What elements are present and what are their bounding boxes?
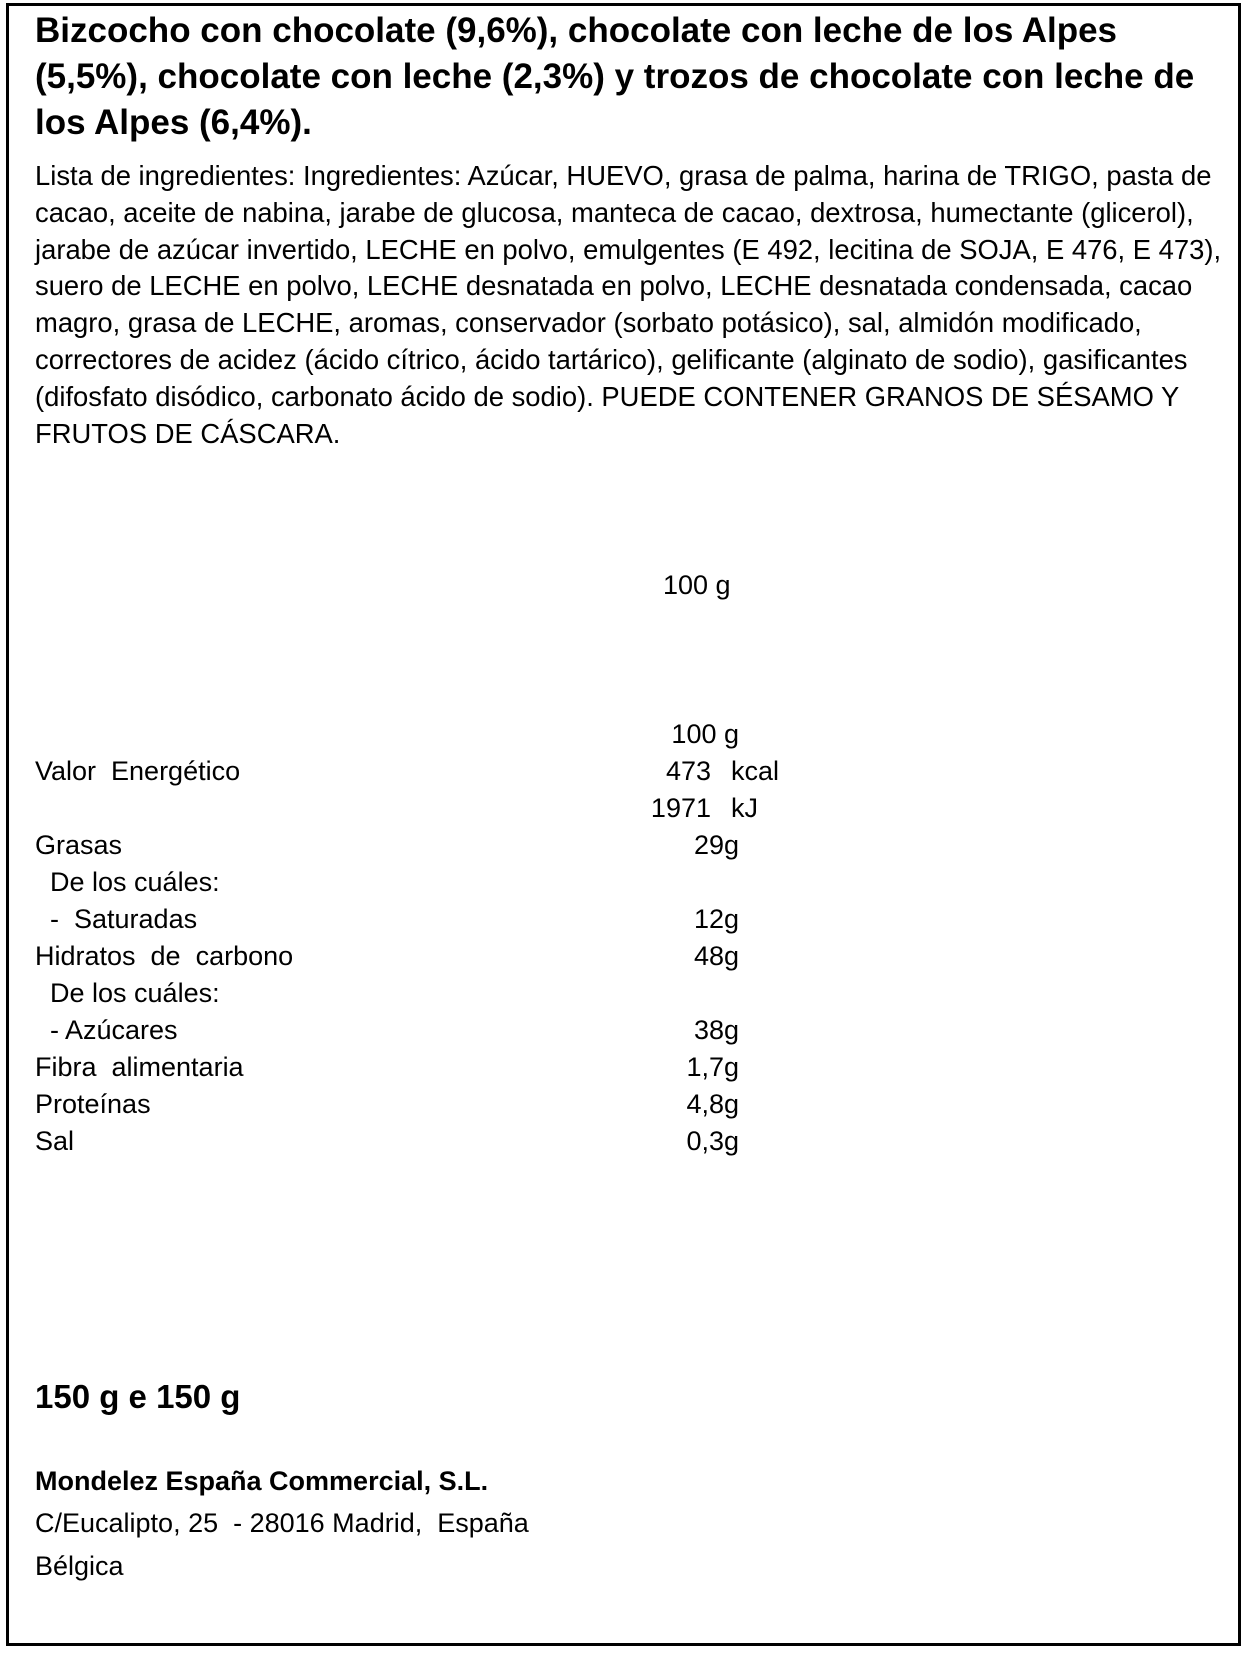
energy-kj-value: 1971 — [650, 793, 711, 823]
nutrition-row — [35, 938, 795, 975]
nutrition-row — [35, 864, 795, 901]
nutrient-label: Hidratos de carbono — [35, 941, 294, 971]
nutrient-label: - Saturadas — [35, 904, 198, 934]
per-amount-header-top: 100 g — [663, 570, 731, 600]
nutrient-value: 4,8g — [686, 1089, 739, 1119]
label-frame — [6, 3, 1241, 1646]
company-name: Mondelez España Commercial, S.L. — [35, 1466, 489, 1496]
nutrient-value: 1,7g — [686, 1052, 739, 1082]
net-weight: 150 g e 150 g — [35, 1378, 241, 1415]
energy-kcal-value: 473 — [665, 756, 711, 786]
energy-kj-unit: kJ — [731, 793, 758, 823]
nutrition-row — [35, 1012, 795, 1049]
ingredients-list: Lista de ingredientes: Ingredientes: Azúcar, HUEVO, grasa de palma, harina de TRIGO, pasta de cacao, aceite de nabina, jarabe de glucosa, manteca de cacao, dextrosa, humectante (glicerol), jarabe de azúcar invertido, LECHE en polvo, emulgentes (E 492, lecitina de SOJA, E 476, E 473), suero de LECHE en polvo, LECHE desnatada en polvo, LECHE desnatada condensada, cacao magro, grasa de LECHE, aromas, conservador (sorbato potásico), sal, almidón modificado, correctores de acidez (ácido cítrico, ácido tartárico), gelificante (alginato de sodio), gasificantes (difosfato disódico, carbonato ácido de sodio). PUEDE CONTENER GRANOS DE SÉSAMO Y FRUTOS DE CÁSCARA. — [35, 160, 1222, 449]
nutrient-label: Fibra alimentaria — [35, 1052, 244, 1082]
company-address: C/Eucalipto, 25 - 28016 Madrid, España — [35, 1508, 529, 1538]
nutrition-row — [35, 1086, 795, 1123]
energy-kj-row — [35, 790, 795, 827]
nutrition-row — [35, 901, 795, 938]
nutrition-row — [35, 1049, 795, 1086]
nutrient-label: - Azúcares — [35, 1015, 178, 1045]
nutrition-per-amount: 100 g — [671, 719, 739, 749]
nutrient-label: Sal — [35, 1126, 75, 1156]
nutrition-row — [35, 1123, 795, 1160]
nutrient-value: 38g — [693, 1015, 739, 1045]
nutrient-label: Grasas — [35, 830, 123, 860]
nutrition-row — [35, 975, 795, 1012]
nutrition-row — [35, 827, 795, 864]
energy-label: Valor Energético — [35, 756, 241, 786]
nutrient-label: De los cuáles: — [35, 978, 220, 1008]
energy-kcal-unit: kcal — [731, 756, 780, 786]
nutrient-label: De los cuáles: — [35, 867, 220, 897]
nutrition-per-amount-row — [35, 716, 795, 753]
nutrient-value: 0,3g — [686, 1126, 739, 1156]
nutrient-label: Proteínas — [35, 1089, 151, 1119]
nutrient-value: 48g — [693, 941, 739, 971]
nutrient-value: 12g — [693, 904, 739, 934]
energy-kcal-row — [35, 753, 795, 790]
product-title: Bizcocho con chocolate (9,6%), chocolate con leche de los Alpes (5,5%), chocolate con leche (2,3%) y trozos de chocolate con leche de los Alpes (6,4%). — [35, 11, 1195, 142]
origin-country: Bélgica — [35, 1551, 124, 1581]
nutrient-value: 29g — [693, 830, 739, 860]
